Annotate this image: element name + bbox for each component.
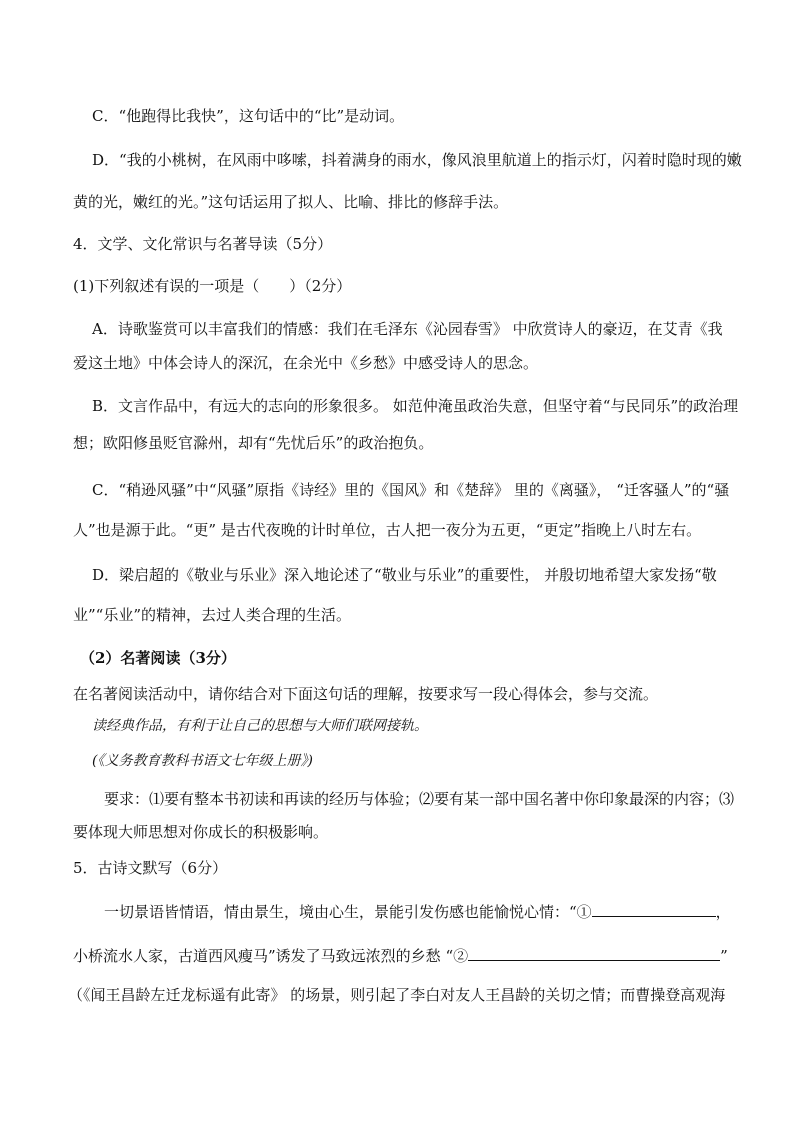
q4-requirements-line1: 要求：⑴要有整本书初读和再读的经历与体验；⑵要有某一部中国名著中你印象最深的内容；⑶ — [104, 790, 735, 808]
q4-option-c-line1: C．“稍逊风骚”中“风骚”原指《诗经》里的《国风》和《楚辞》 里的《离骚》， “迁客骚人”的“骚 — [92, 481, 730, 499]
q4-sub1-title: (1)下列叙述有误的一项是（ ）（2分） — [73, 277, 352, 295]
q4-sub2-intro: 在名著阅读活动中，请你结合对下面这句话的理解，按要求写一段心得体会，参与交流。 — [73, 685, 659, 703]
q5-title: 5．古诗文默写（6分） — [73, 859, 228, 877]
q5-paragraph-line2 — [73, 944, 728, 966]
q4-sub2-title: （2）名著阅读（3分） — [80, 649, 236, 667]
q4-option-a-line1: A．诗歌鉴赏可以丰富我们的情感：我们在毛泽东《沁园春雪》 中欣赏诗人的豪迈，在艾青《我 — [92, 320, 723, 338]
q5-line2-text: 小桥流水人家，古道西风瘦马”诱发了马致远浓烈的乡愁 “② — [73, 947, 469, 965]
q3-option-c: C．“他跑得比我快”，这句话中的“比”是动词。 — [92, 107, 405, 125]
q4-option-d-line1: D．梁启超的《敬业与乐业》深入地论述了“敬业与乐业”的重要性， 并殷切地希望大家发扬“敬 — [92, 566, 717, 584]
q5-line1-text: 一切景语皆情语，情由景生，境由心生，景能引发伤感也能愉悦心情：“① — [104, 903, 592, 921]
q4-option-c-line2: 人”也是源于此。“更” 是古代夜晚的计时单位，古人把一夜分为五更，“更定”指晚上八时左右。 — [73, 521, 702, 539]
q4-title: 4．文学、文化常识与名著导读（5分） — [73, 235, 333, 253]
q4-option-d-line2: 业”“乐业”的精神，去过人类合理的生活。 — [73, 606, 352, 624]
q4-option-b-line1: B．文言作品中，有远大的志向的形象很多。 如范仲淹虽政治失意，但坚守着“与民同乐”的政治理 — [92, 397, 739, 415]
q4-quote: 读经典作品，有利于让自己的思想与大师们联网接轨。 — [92, 718, 428, 734]
q3-option-d-line2: 黄的光，嫩红的光。”这句话运用了拟人、比喻、排比的修辞手法。 — [73, 193, 509, 211]
q4-quote-source: (《义务教育教科书语文七年级上册》) — [92, 753, 313, 769]
q4-requirements-line2: 要体现大师思想对你成长的积极影响。 — [73, 823, 329, 841]
q4-option-b-line2: 想；欧阳修虽贬官滁州，却有“先忧后乐”的政治抱负。 — [73, 434, 434, 452]
q4-option-a-line2: 爱这土地》中体会诗人的深沉，在余光中《乡愁》中感受诗人的思念。 — [73, 354, 539, 372]
q5-line1-end: ， — [715, 903, 731, 921]
q5-line2-end: ” — [720, 947, 728, 965]
answer-blank-2[interactable] — [468, 944, 720, 961]
q3-option-d-line1: D．“我的小桃树，在风雨中哆嗦，抖着满身的雨水，像风浪里航道上的指示灯，闪着时隐时现的嫩 — [92, 151, 742, 169]
q5-paragraph-line3: （《闻王昌龄左迁龙标遥有此寄》 的场景，则引起了李白对友人王昌龄的关切之情；而曹操登高观海 — [68, 986, 726, 1004]
q5-paragraph-line1 — [104, 900, 731, 922]
answer-blank-1[interactable] — [592, 900, 716, 917]
